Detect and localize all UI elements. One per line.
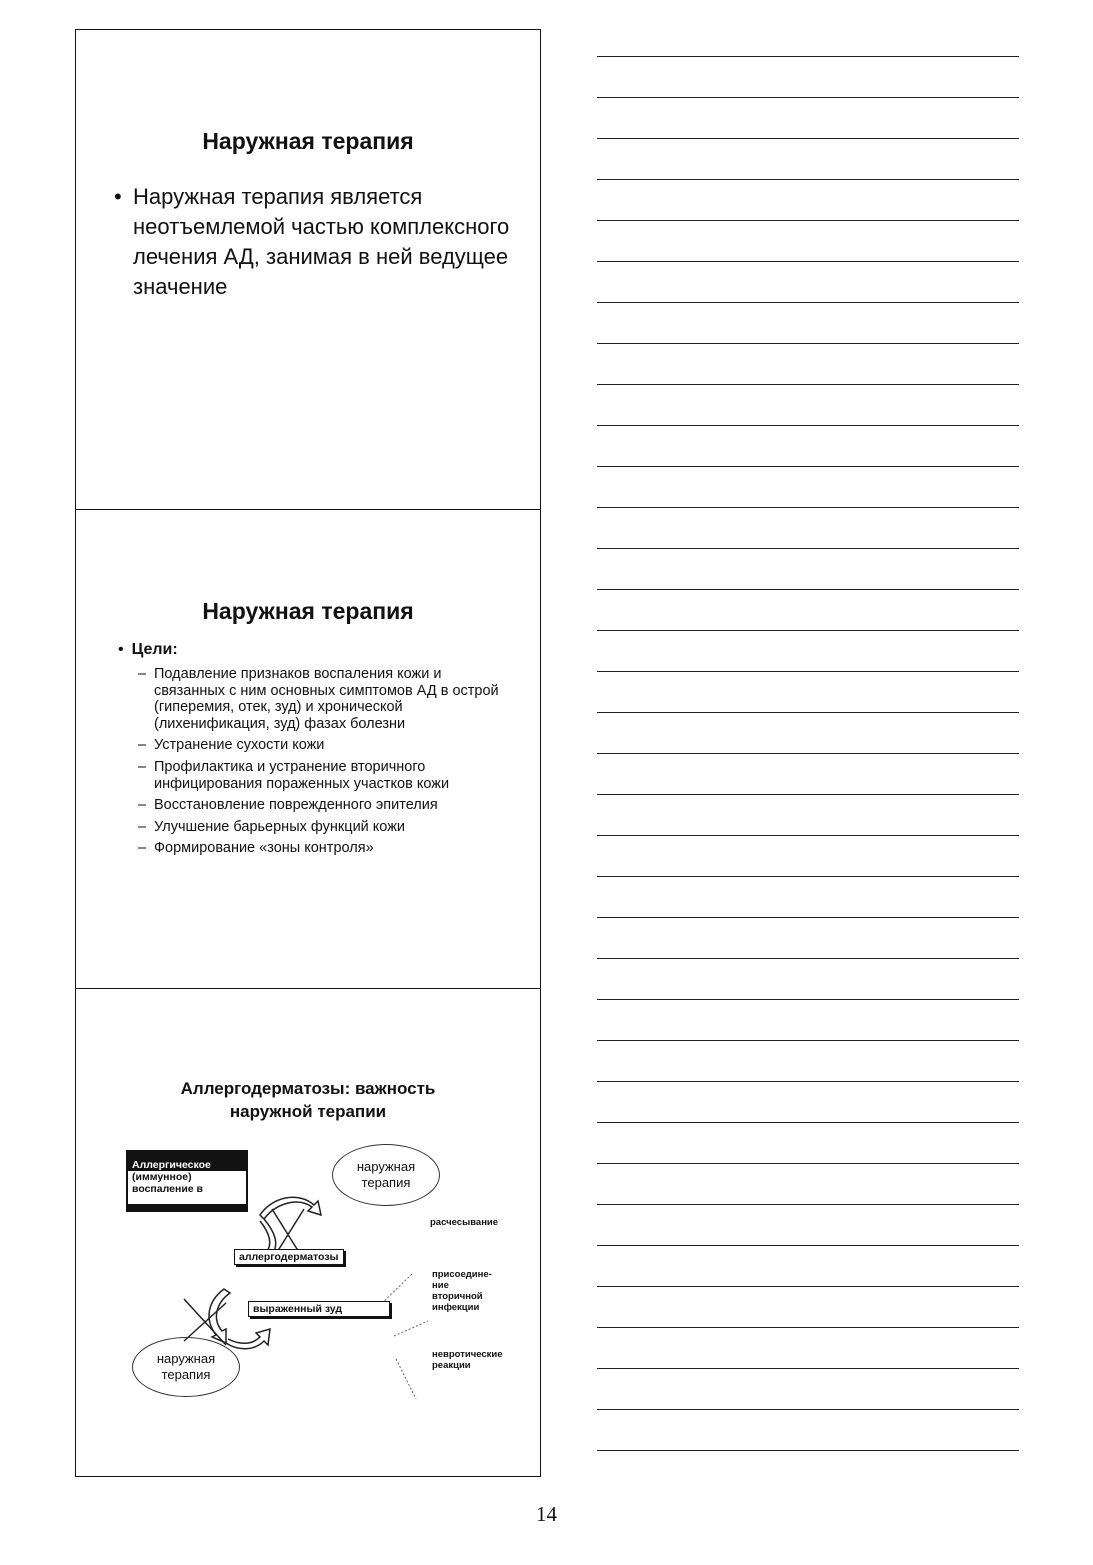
note-line (597, 548, 1019, 549)
note-line (597, 1409, 1019, 1410)
dash-icon: – (138, 797, 147, 814)
slide-1-title: Наружная терапия (202, 128, 414, 154)
bullet-icon: • (118, 641, 124, 658)
note-line (597, 220, 1019, 221)
goal-text: Устранение сухости кожи (154, 737, 325, 754)
note-line (597, 917, 1019, 918)
dash-icon: – (138, 666, 147, 682)
list-item (138, 759, 508, 792)
note-line (597, 384, 1019, 385)
note-line (597, 1286, 1019, 1287)
note-line (597, 876, 1019, 877)
note-line (597, 999, 1019, 1000)
note-line (597, 589, 1019, 590)
note-line (597, 753, 1019, 754)
notes-lines (597, 0, 1019, 1565)
slide-3 (76, 989, 540, 1476)
allergodermatoses-box: аллергодерматозы (234, 1249, 344, 1265)
list-item (138, 797, 508, 814)
goals-label: Цели: (131, 641, 178, 658)
label-scratching: расчесывание (430, 1217, 499, 1228)
goal-text: Профилактика и устранение вторичного инфицирования пораженных участков кожи (154, 758, 450, 792)
goal-text: Подавление признаков воспаления кожи и связанных с ним основных симптомов АД в острой (гиперемия, отек, зуд) и хронической (лихенификация, зуд) фазах болезни (154, 666, 499, 732)
dashed-connectors (376, 1274, 428, 1399)
slide-3-title-line-2: наружной терапии (229, 1102, 387, 1121)
note-line (597, 179, 1019, 180)
inflammation-box (126, 1150, 248, 1212)
slide-3-title-line-1: Аллергодерматозы: важность (180, 1079, 436, 1098)
goals-heading (118, 641, 178, 659)
label-secondary-infection (432, 1269, 492, 1313)
itch-box: выраженный зуд (248, 1301, 390, 1317)
inflammation-line-3: воспаление в (132, 1183, 203, 1195)
note-line (597, 1450, 1019, 1451)
ellipse-top-line-2: терапия (361, 1175, 411, 1190)
dash-icon: – (138, 737, 147, 754)
note-line (597, 1163, 1019, 1164)
note-line (597, 794, 1019, 795)
bullet-icon: • (114, 184, 122, 209)
infection-line-2: ние (432, 1280, 449, 1291)
diagram-arrows (76, 989, 542, 1476)
dash-icon: – (138, 818, 147, 835)
list-item (138, 840, 508, 857)
external-therapy-ellipse-top (332, 1144, 440, 1206)
infection-line-4: инфекции (432, 1302, 480, 1313)
slides-column (75, 29, 541, 1477)
slide-1 (76, 30, 540, 510)
note-line (597, 56, 1019, 57)
note-line (597, 1245, 1019, 1246)
note-line (597, 302, 1019, 303)
note-line (597, 630, 1019, 631)
slide-1-bullet-text: Наружная терапия является неотъемлемой частью комплексного лечения АД, занимая в ней ведущее значение (133, 184, 510, 299)
note-line (597, 1204, 1019, 1205)
infection-line-1: присоедине- (432, 1269, 492, 1280)
goal-text: Улучшение барьерных функций кожи (154, 818, 406, 835)
note-line (597, 671, 1019, 672)
goal-text: Формирование «зоны контроля» (154, 840, 374, 857)
note-line (597, 343, 1019, 344)
note-line (597, 1327, 1019, 1328)
note-line (597, 425, 1019, 426)
note-line (597, 958, 1019, 959)
slide-1-bullet (114, 182, 514, 302)
infection-line-3: вторичной (432, 1291, 483, 1302)
label-neurotic-reactions (432, 1349, 503, 1371)
note-line (597, 1368, 1019, 1369)
dash-icon: – (138, 758, 147, 775)
note-line (597, 507, 1019, 508)
note-line (597, 466, 1019, 467)
note-line (597, 835, 1019, 836)
inflammation-line-2: (иммунное) (132, 1171, 192, 1183)
goal-text: Восстановление поврежденного эпителия (154, 797, 438, 814)
ellipse-bottom-line-1: наружная (156, 1351, 216, 1366)
goals-list (138, 666, 508, 862)
external-therapy-ellipse-bottom (132, 1337, 240, 1397)
note-line (597, 1040, 1019, 1041)
dash-icon: – (138, 840, 147, 857)
note-line (597, 138, 1019, 139)
note-line (597, 1122, 1019, 1123)
inflammation-line-1: Аллергическое (128, 1159, 246, 1171)
list-item (138, 666, 508, 732)
ellipse-bottom-line-2: терапия (161, 1367, 211, 1382)
neurotic-line-1: невротические (432, 1349, 503, 1360)
neurotic-line-2: реакции (432, 1360, 471, 1371)
page-number: 14 (536, 1502, 557, 1526)
slide-2 (76, 510, 540, 989)
note-line (597, 97, 1019, 98)
slide-2-title: Наружная терапия (202, 598, 414, 624)
list-item (138, 819, 508, 836)
list-item (138, 737, 508, 754)
note-line (597, 261, 1019, 262)
note-line (597, 1081, 1019, 1082)
ellipse-top-line-1: наружная (356, 1159, 416, 1174)
note-line (597, 712, 1019, 713)
